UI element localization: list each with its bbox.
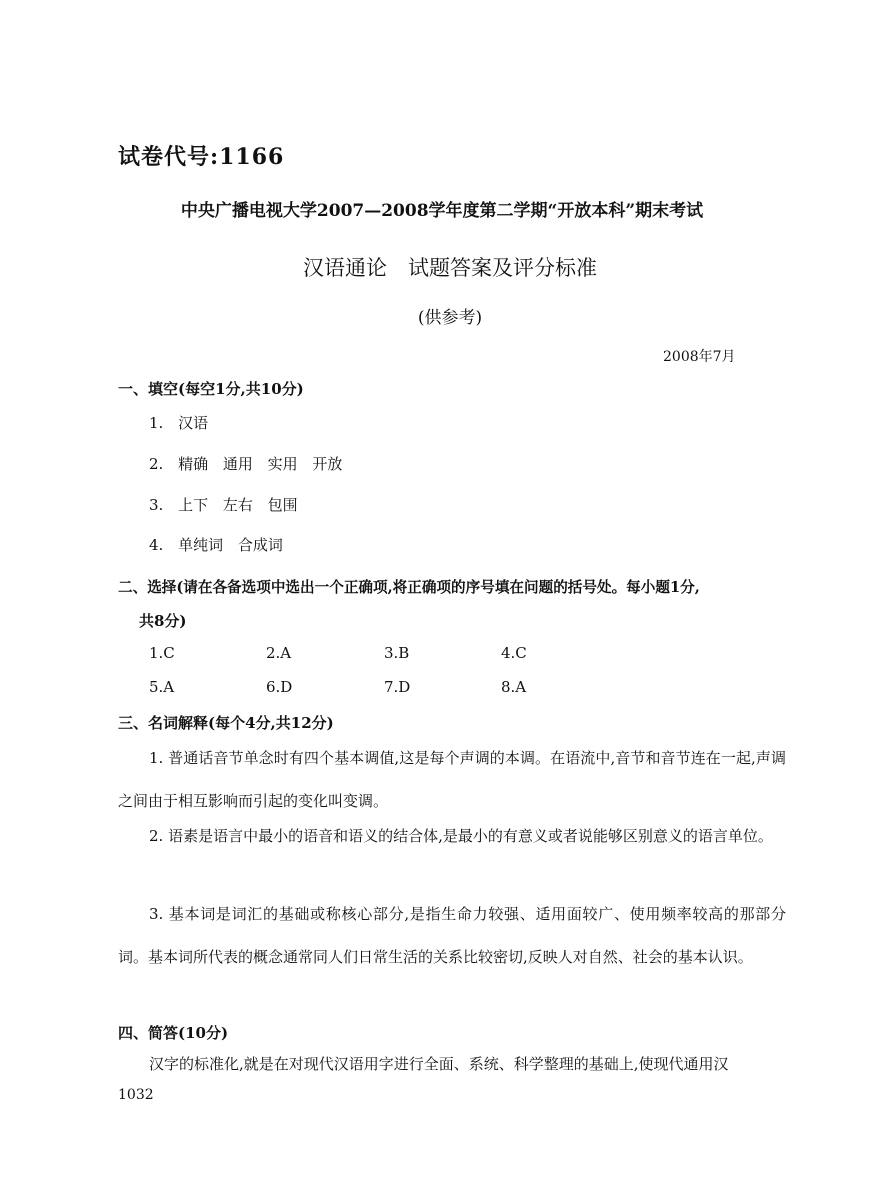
choice-answer-8: 8.A (501, 678, 527, 696)
page-number: 1032 (118, 1087, 154, 1103)
term-definition-1: 1. 普通话音节单念时有四个基本调值,这是每个声调的本调。在语流中,音节和音节连在一起,声调之间由于相互影响而引起的变化叫变调。 (118, 749, 786, 810)
document-title: 汉语通论 试题答案及评分标准 (303, 256, 597, 280)
exam-date: 2008年7月 (663, 349, 736, 365)
reference-note: (供参考) (417, 308, 483, 328)
section-1-answer-3: 3. 上下 左右 包围 (149, 496, 298, 514)
term-definition-3: 3. 基本词是词汇的基础或称核心部分,是指生命力较强、适用面较广、使用频率较高的那部分词。基本词所代表的概念通常同人们日常生活的关系比较密切,反映人对自然、社会的基本认识。 (118, 905, 786, 966)
section-1-answer-1: 1. 汉语 (149, 414, 209, 432)
section-1-heading: 一、填空(每空1分,共10分) (118, 380, 304, 398)
choice-answer-1: 1.C (149, 644, 175, 662)
section-1-answer-4: 4. 单纯词 合成词 (149, 536, 283, 554)
choice-answer-2: 2.A (266, 644, 292, 662)
paper-code: 试卷代号:1166 (118, 144, 285, 170)
section-4-heading: 四、简答(10分) (118, 1024, 229, 1042)
section-1-answer-2: 2. 精确 通用 实用 开放 (149, 455, 343, 473)
section-3-heading: 三、名词解释(每个4分,共12分) (118, 714, 334, 732)
term-definition-2: 2. 语素是语言中最小的语音和语义的结合体,是最小的有意义或者说能够区别意义的语言单位。 (149, 827, 773, 845)
short-answer-paragraph: 汉字的标准化,就是在对现代汉语用字进行全面、系统、科学整理的基础上,使现代通用汉 (149, 1055, 729, 1073)
choice-answer-3: 3.B (384, 644, 410, 662)
exam-title: 中央广播电视大学2007—2008学年度第二学期“开放本科”期末考试 (180, 201, 704, 221)
section-2-heading: 二、选择(请在各备选项中选出一个正确项,将正确项的序号填在问题的括号处。每小题1分, (118, 579, 700, 596)
choice-answer-7: 7.D (384, 678, 411, 696)
choice-answer-6: 6.D (266, 678, 293, 696)
choice-answer-5: 5.A (149, 678, 175, 696)
choice-answer-4: 4.C (501, 644, 527, 662)
section-2-heading-cont: 共8分) (139, 612, 187, 630)
